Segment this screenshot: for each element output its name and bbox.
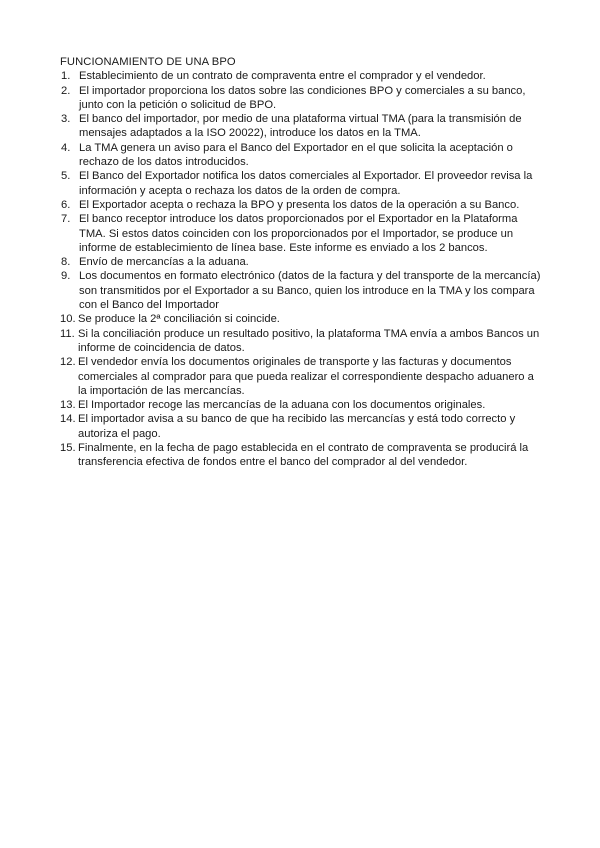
list-item <box>60 169 544 198</box>
list-item-text: Finalmente, en la fecha de pago establecida en el contrato de compraventa se producirá la transferencia efectiva de fondos entre el banco del comprador al del vendedor. <box>78 442 529 469</box>
list-item <box>60 84 544 113</box>
list-item <box>60 198 544 212</box>
list-item-text: El importador avisa a su banco de que ha recibido las mercancías y está todo correcto y autoriza el pago. <box>78 413 516 440</box>
list-item-number: 13. <box>60 399 76 412</box>
list-item-number: 10. <box>60 313 76 326</box>
list-item-text: El banco del importador, por medio de una plataforma virtual TMA (para la transmisión de mensajes adaptados a la ISO 20022), introduce los datos en la TMA. <box>79 113 522 140</box>
list-item <box>60 398 544 412</box>
list-item-number: 4. <box>61 141 71 154</box>
list-item-text: El Banco del Exportador notifica los datos comerciales al Exportador. El proveedor revisa la información y acepta o rechaza los datos de la orden de compra. <box>79 170 533 197</box>
list-item <box>60 112 544 141</box>
list-item-text: La TMA genera un aviso para el Banco del Exportador en el que solicita la aceptación o rechazo de los datos introducidos. <box>79 141 513 169</box>
list-item <box>60 141 544 170</box>
list-item <box>60 269 544 312</box>
document-title: FUNCIONAMIENTO DE UNA BPO <box>60 56 236 68</box>
list-item-text: Envío de mercancías a la aduana. <box>79 256 249 269</box>
list-item-number: 11. <box>60 327 75 340</box>
list-item-text: Se produce la 2ª conciliación si coincide. <box>78 313 280 326</box>
list-item-text: El Importador recoge las mercancías de la aduana con los documentos originales. <box>78 399 486 412</box>
list-item <box>60 312 544 326</box>
list-item <box>60 412 544 441</box>
list-item-text: El importador proporciona los datos sobre las condiciones BPO y comerciales a su banco, junto con la petición o solicitud de BPO. <box>79 84 526 111</box>
list-item-number: 6. <box>61 198 71 211</box>
list-item <box>60 212 544 255</box>
list-item <box>60 355 544 398</box>
steps-list <box>60 69 544 469</box>
list-item-number: 15. <box>60 442 76 455</box>
list-item-text: El Exportador acepta o rechaza la BPO y presenta los datos de la operación a su Banco. <box>79 198 520 211</box>
list-item-text: El banco receptor introduce los datos proporcionados por el Exportador en la Plataforma TMA. Si estos datos coinciden con los proporcionados por el Importador, se produce un informe de establecimiento de línea base. Este informe es enviado a los 2 bancos. <box>79 213 518 254</box>
list-item-number: 7. <box>61 213 71 226</box>
list-item-number: 1. <box>61 70 71 83</box>
list-item-number: 12. <box>60 356 76 369</box>
list-item-number: 14. <box>60 413 76 426</box>
list-item <box>60 327 544 356</box>
list-item-number: 2. <box>61 84 71 97</box>
list-item-number: 3. <box>61 113 71 126</box>
list-item-number: 9. <box>61 270 71 283</box>
list-item <box>60 69 544 83</box>
list-item-text: Establecimiento de un contrato de compraventa entre el comprador y el vendedor. <box>79 70 486 83</box>
list-item <box>60 255 544 269</box>
list-item-text: Si la conciliación produce un resultado positivo, la plataforma TMA envía a ambos Bancos un informe de coincidencia de datos. <box>78 327 540 354</box>
list-item-number: 5. <box>61 170 71 183</box>
list-item <box>60 441 544 470</box>
list-item-text: El vendedor envía los documentos originales de transporte y las facturas y documentos comerciales al comprador para que pueda realizar el correspondiente despacho aduanero a la importación de las mercancías. <box>78 356 534 397</box>
list-item-number: 8. <box>61 256 71 269</box>
list-item-text: Los documentos en formato electrónico (datos de la factura y del transporte de la mercancía) son transmitidos por el Exportador a su Banco, quien los introduce en la TMA y los compara con el Banco del Importador <box>79 270 541 312</box>
document-body <box>60 55 544 470</box>
